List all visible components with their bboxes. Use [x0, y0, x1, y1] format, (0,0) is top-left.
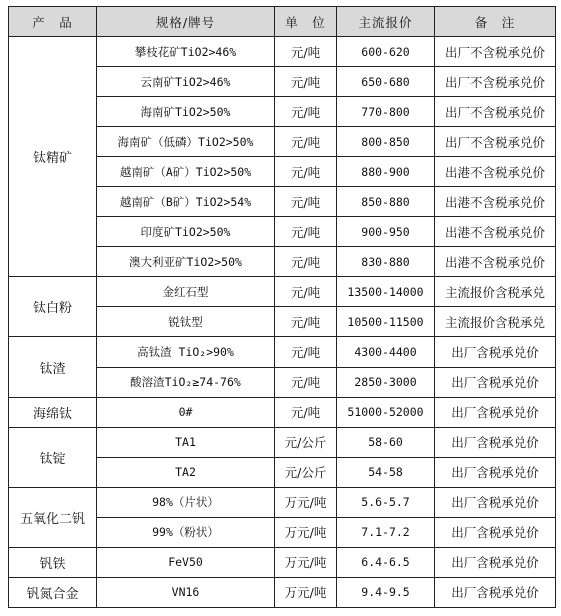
remark-cell: 出厂含税承兑价: [435, 487, 556, 517]
price-cell: 850-880: [337, 187, 435, 217]
unit-cell: 元/吨: [275, 187, 337, 217]
remark-cell: 出厂不含税承兑价: [435, 37, 556, 67]
product-cell: 钒铁: [9, 547, 97, 577]
table-row: [9, 487, 556, 517]
header-row: [9, 7, 556, 37]
table-header: [9, 7, 556, 37]
unit-cell: 元/公斤: [275, 427, 337, 457]
unit-cell: 元/吨: [275, 37, 337, 67]
remark-cell: 出港不含税承兑价: [435, 217, 556, 247]
table-row: [9, 37, 556, 67]
spec-cell: 攀枝花矿TiO2>46%: [97, 37, 275, 67]
price-cell: 830-880: [337, 247, 435, 277]
header-unit: 单 位: [275, 7, 337, 37]
remark-cell: 出港不含税承兑价: [435, 247, 556, 277]
product-cell: 钛渣: [9, 337, 97, 397]
price-cell: 5.6-5.7: [337, 487, 435, 517]
spec-cell: 高钛渣 TiO₂>90%: [97, 337, 275, 367]
spec-cell: 0#: [97, 397, 275, 427]
spec-cell: 越南矿（A矿）TiO2>50%: [97, 157, 275, 187]
spec-cell: TA2: [97, 457, 275, 487]
table-body: [9, 37, 556, 608]
product-cell: 钛锭: [9, 427, 97, 487]
header-spec: 规格/牌号: [97, 7, 275, 37]
price-cell: 800-850: [337, 127, 435, 157]
unit-cell: 万元/吨: [275, 577, 337, 607]
spec-cell: 酸溶渣TiO₂≥74-76%: [97, 367, 275, 397]
unit-cell: 元/吨: [275, 67, 337, 97]
price-cell: 880-900: [337, 157, 435, 187]
price-cell: 58-60: [337, 427, 435, 457]
unit-cell: 元/公斤: [275, 457, 337, 487]
remark-cell: 出厂不含税承兑价: [435, 67, 556, 97]
spec-cell: 印度矿TiO2>50%: [97, 217, 275, 247]
header-remark: 备 注: [435, 7, 556, 37]
unit-cell: 万元/吨: [275, 547, 337, 577]
unit-cell: 元/吨: [275, 247, 337, 277]
spec-cell: 越南矿（B矿）TiO2>54%: [97, 187, 275, 217]
table-row: [9, 277, 556, 307]
product-cell: 五氧化二钒: [9, 487, 97, 547]
spec-cell: 98%（片状）: [97, 487, 275, 517]
product-cell: 海绵钛: [9, 397, 97, 427]
product-cell: 钒氮合金: [9, 577, 97, 607]
price-cell: 4300-4400: [337, 337, 435, 367]
table-row: [9, 577, 556, 607]
remark-cell: 主流报价含税承兑: [435, 307, 556, 337]
remark-cell: 出厂含税承兑价: [435, 577, 556, 607]
price-cell: 650-680: [337, 67, 435, 97]
remark-cell: 出厂不含税承兑价: [435, 127, 556, 157]
price-cell: 2850-3000: [337, 367, 435, 397]
remark-cell: 出港不含税承兑价: [435, 187, 556, 217]
remark-cell: 出港不含税承兑价: [435, 157, 556, 187]
unit-cell: 元/吨: [275, 367, 337, 397]
remark-cell: 出厂含税承兑价: [435, 427, 556, 457]
unit-cell: 元/吨: [275, 127, 337, 157]
remark-cell: 出厂含税承兑价: [435, 457, 556, 487]
spec-cell: 锐钛型: [97, 307, 275, 337]
unit-cell: 元/吨: [275, 337, 337, 367]
spec-cell: VN16: [97, 577, 275, 607]
header-price: 主流报价: [337, 7, 435, 37]
table-row: [9, 337, 556, 367]
price-cell: 9.4-9.5: [337, 577, 435, 607]
remark-cell: 出厂不含税承兑价: [435, 97, 556, 127]
spec-cell: 澳大利亚矿TiO2>50%: [97, 247, 275, 277]
price-cell: 51000-52000: [337, 397, 435, 427]
price-cell: 7.1-7.2: [337, 517, 435, 547]
spec-cell: 金红石型: [97, 277, 275, 307]
price-cell: 54-58: [337, 457, 435, 487]
spec-cell: 海南矿TiO2>50%: [97, 97, 275, 127]
price-cell: 900-950: [337, 217, 435, 247]
unit-cell: 元/吨: [275, 97, 337, 127]
price-cell: 10500-11500: [337, 307, 435, 337]
product-cell: 钛精矿: [9, 37, 97, 277]
remark-cell: 出厂含税承兑价: [435, 337, 556, 367]
spec-cell: 海南矿（低磷）TiO2>50%: [97, 127, 275, 157]
price-cell: 13500-14000: [337, 277, 435, 307]
table-row: [9, 427, 556, 457]
unit-cell: 元/吨: [275, 217, 337, 247]
table-row: [9, 397, 556, 427]
spec-cell: 99%（粉状）: [97, 517, 275, 547]
unit-cell: 万元/吨: [275, 517, 337, 547]
remark-cell: 主流报价含税承兑: [435, 277, 556, 307]
price-cell: 770-800: [337, 97, 435, 127]
table-row: [9, 547, 556, 577]
price-table: [8, 6, 556, 608]
remark-cell: 出厂含税承兑价: [435, 397, 556, 427]
spec-cell: FeV50: [97, 547, 275, 577]
unit-cell: 元/吨: [275, 397, 337, 427]
remark-cell: 出厂含税承兑价: [435, 367, 556, 397]
remark-cell: 出厂含税承兑价: [435, 517, 556, 547]
spec-cell: TA1: [97, 427, 275, 457]
unit-cell: 元/吨: [275, 307, 337, 337]
price-cell: 6.4-6.5: [337, 547, 435, 577]
header-product: 产 品: [9, 7, 97, 37]
price-cell: 600-620: [337, 37, 435, 67]
unit-cell: 万元/吨: [275, 487, 337, 517]
unit-cell: 元/吨: [275, 157, 337, 187]
spec-cell: 云南矿TiO2>46%: [97, 67, 275, 97]
remark-cell: 出厂含税承兑价: [435, 547, 556, 577]
product-cell: 钛白粉: [9, 277, 97, 337]
unit-cell: 元/吨: [275, 277, 337, 307]
